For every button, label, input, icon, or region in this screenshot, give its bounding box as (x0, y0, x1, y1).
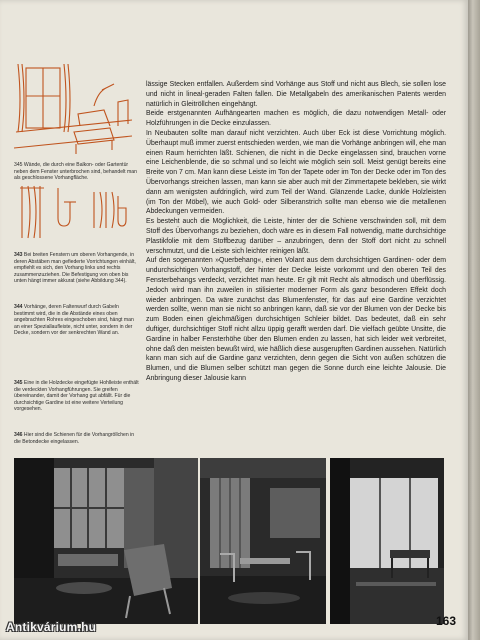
caption-number: 345 (14, 162, 23, 168)
curtain-hooks-sketch (18, 182, 130, 242)
living-room-photo (14, 458, 198, 624)
caption-346 (14, 432, 139, 445)
room-curtain-sketch (14, 62, 132, 160)
body-paragraph: Auf den sogenannten »Querbehang«, einen Volant aus dem durchsichtigen Gardinen- oder dem undurchsichtigen Vorhangstoff, der hinter der Decke leiste vorkommt und den oberen Teil des Fensterbehangs verdeckt, verzichtet man heute. Er gilt mit Recht als altmodisch und überflüssig. Jedoch wird man ihn zuweilen in stilisierter moderner Form als ganz besonderen Effekt doch wieder anbringen. Da wäre zunächst das Blumenfenster, für das auf eine Gardine verzichtet werden sollte, wenn man sie nicht so anbringen kann, daß sie vor der Blumen von der Decke bis zum Boden einen gleichmäßigen durchsichtigen Schleier bildet. Das bedeutet, daß ein sehr duftiger, durchsichtiger Stoff nicht allzu üppig gerafft werden darf. Die vielfach geübte Unsitte, die Gardine in halber Fensterhöhe über den Blumen enden zu lassen, hat sich leider weit verbreitet, ohne daß den meisten bewußt wird, wie häßlich diese ausgerupften Gardinen aussehen. Natürlich kann man sich auf die Gardine ganz verzichten, denn gegen die Sicht von außen schützen die Blumen, und die Blumen selber schützt man gegen die Sonne durch eine leichte Jalousie. Die Anbringung dieser Jalousie kann (146, 257, 446, 382)
body-paragraph: In Neubauten sollte man darauf nicht verzichten. Auch über Eck ist diese Vorrichtung möglich. Überhaupt muß immer zuerst entschieden werden, wie man die Vorhänge anbringen will, ehe man einen Raum herrichten läßt. Schienen, die nicht in die Decke eingelassen sind, brauchen vorne eine Leichenblende, die so schmal und so leicht wie möglich sein soll. Meist genügt bereits eine Breite von 7 cm. Man kann diese Leiste im Ton der Tapete oder im Ton der Decke oder im Ton des Übervorhangs streichen lassen, man kann sie aber auch mit der Zimmertapete bekleben, sie wirkt dann am wenigsten aufdringlich, wird zum Teil der Wand. Glänzende Lacke, dunkle Holzleisten (im Ton der Möbel), wie auch Gold- oder Silberanstrich sollte man ebenso wie die metallenen Abdeckungen vermeiden. (146, 129, 446, 216)
caption-number: 345 (14, 380, 23, 386)
book-edge (468, 0, 480, 640)
caption-text: Eine in die Holzdecke eingefügte Hohlleiste enthält die verdeckten Vorhangführungen. Sie greifen übereinander, damit der Vorhang gut abfällt. Für die durchsichtige Gardine ist eine weitere Verteilung vorgesehen. (14, 380, 139, 413)
body-paragraph: Beide erstgenannten Aufhängearten machen es möglich, die dazu notwendigen Metall- oder Holzführungen in die Decke einzulassen. (146, 110, 446, 128)
body-text (146, 80, 446, 384)
body-paragraph: Es besteht auch die Möglichkeit, die Leiste, hinter der die Schiene verschwinden soll, mit dem Stoff des Übervorhangs zu beziehen, doch wäre es in diesem Fall notwendig, matte durchsichtige Plastikfolie mit dem Stoffbezug darüber – anzubringen, denn der Stoff dort nicht zu schnell verschmutzt, und die Leiste sich leichter reinigen läßt. (146, 218, 446, 255)
caption-text: Wände, die durch eine Balkon- oder Gartentür neben dem Fenster unterbrochen sind, behandelt man als geschlossene Vorhangfläche. (14, 162, 137, 182)
caption-number: 344 (14, 304, 23, 310)
caption-345-number (14, 162, 139, 182)
body-paragraph: lässige Stecken entfallen. Außerdem sind Vorhänge aus Stoff und nicht aus Blech, sie sollen lose und nicht in lineal-geraden Falten fallen. Die Metallgabeln des amerikanischen Patents werden natürlich in Gleitröllchen eingehängt. (146, 81, 446, 108)
caption-number: 346 (14, 432, 23, 438)
caption-number: 343 (14, 252, 23, 258)
caption-344 (14, 304, 139, 337)
caption-text: Vorhänge, deren Faltenwurf durch Gabeln bestimmt wird, die in die Abstände eines oben angebrachten Rohres eingeschoben sind, hängt man an einer Speziallaufleiste, nicht unter, sondern in der Decke, sondern vor der senkrechten Wand an. (14, 304, 134, 337)
dining-room-photo (200, 458, 326, 624)
page-number: 163 (436, 614, 457, 628)
caption-text: Bei breiten Fenstern um oberen Vorhangende, in deren Abstäben man gefiederte Vorrichtungen einhält, empfiehlt es sich, den Vorhang links und rechts zusammenzuziehen. Die Befestigung von oben bis unten hängt immer akkurat (siehe Abbildung 344). (14, 252, 136, 285)
watermark-logo: Antikvárium.hu (6, 620, 97, 634)
caption-343 (14, 252, 139, 285)
caption-text: Hier sind die Schienen für die Vorhangröllchen in die Betondecke eingelassen. (14, 432, 135, 445)
window-view-photo (330, 458, 444, 624)
caption-345b (14, 380, 139, 413)
